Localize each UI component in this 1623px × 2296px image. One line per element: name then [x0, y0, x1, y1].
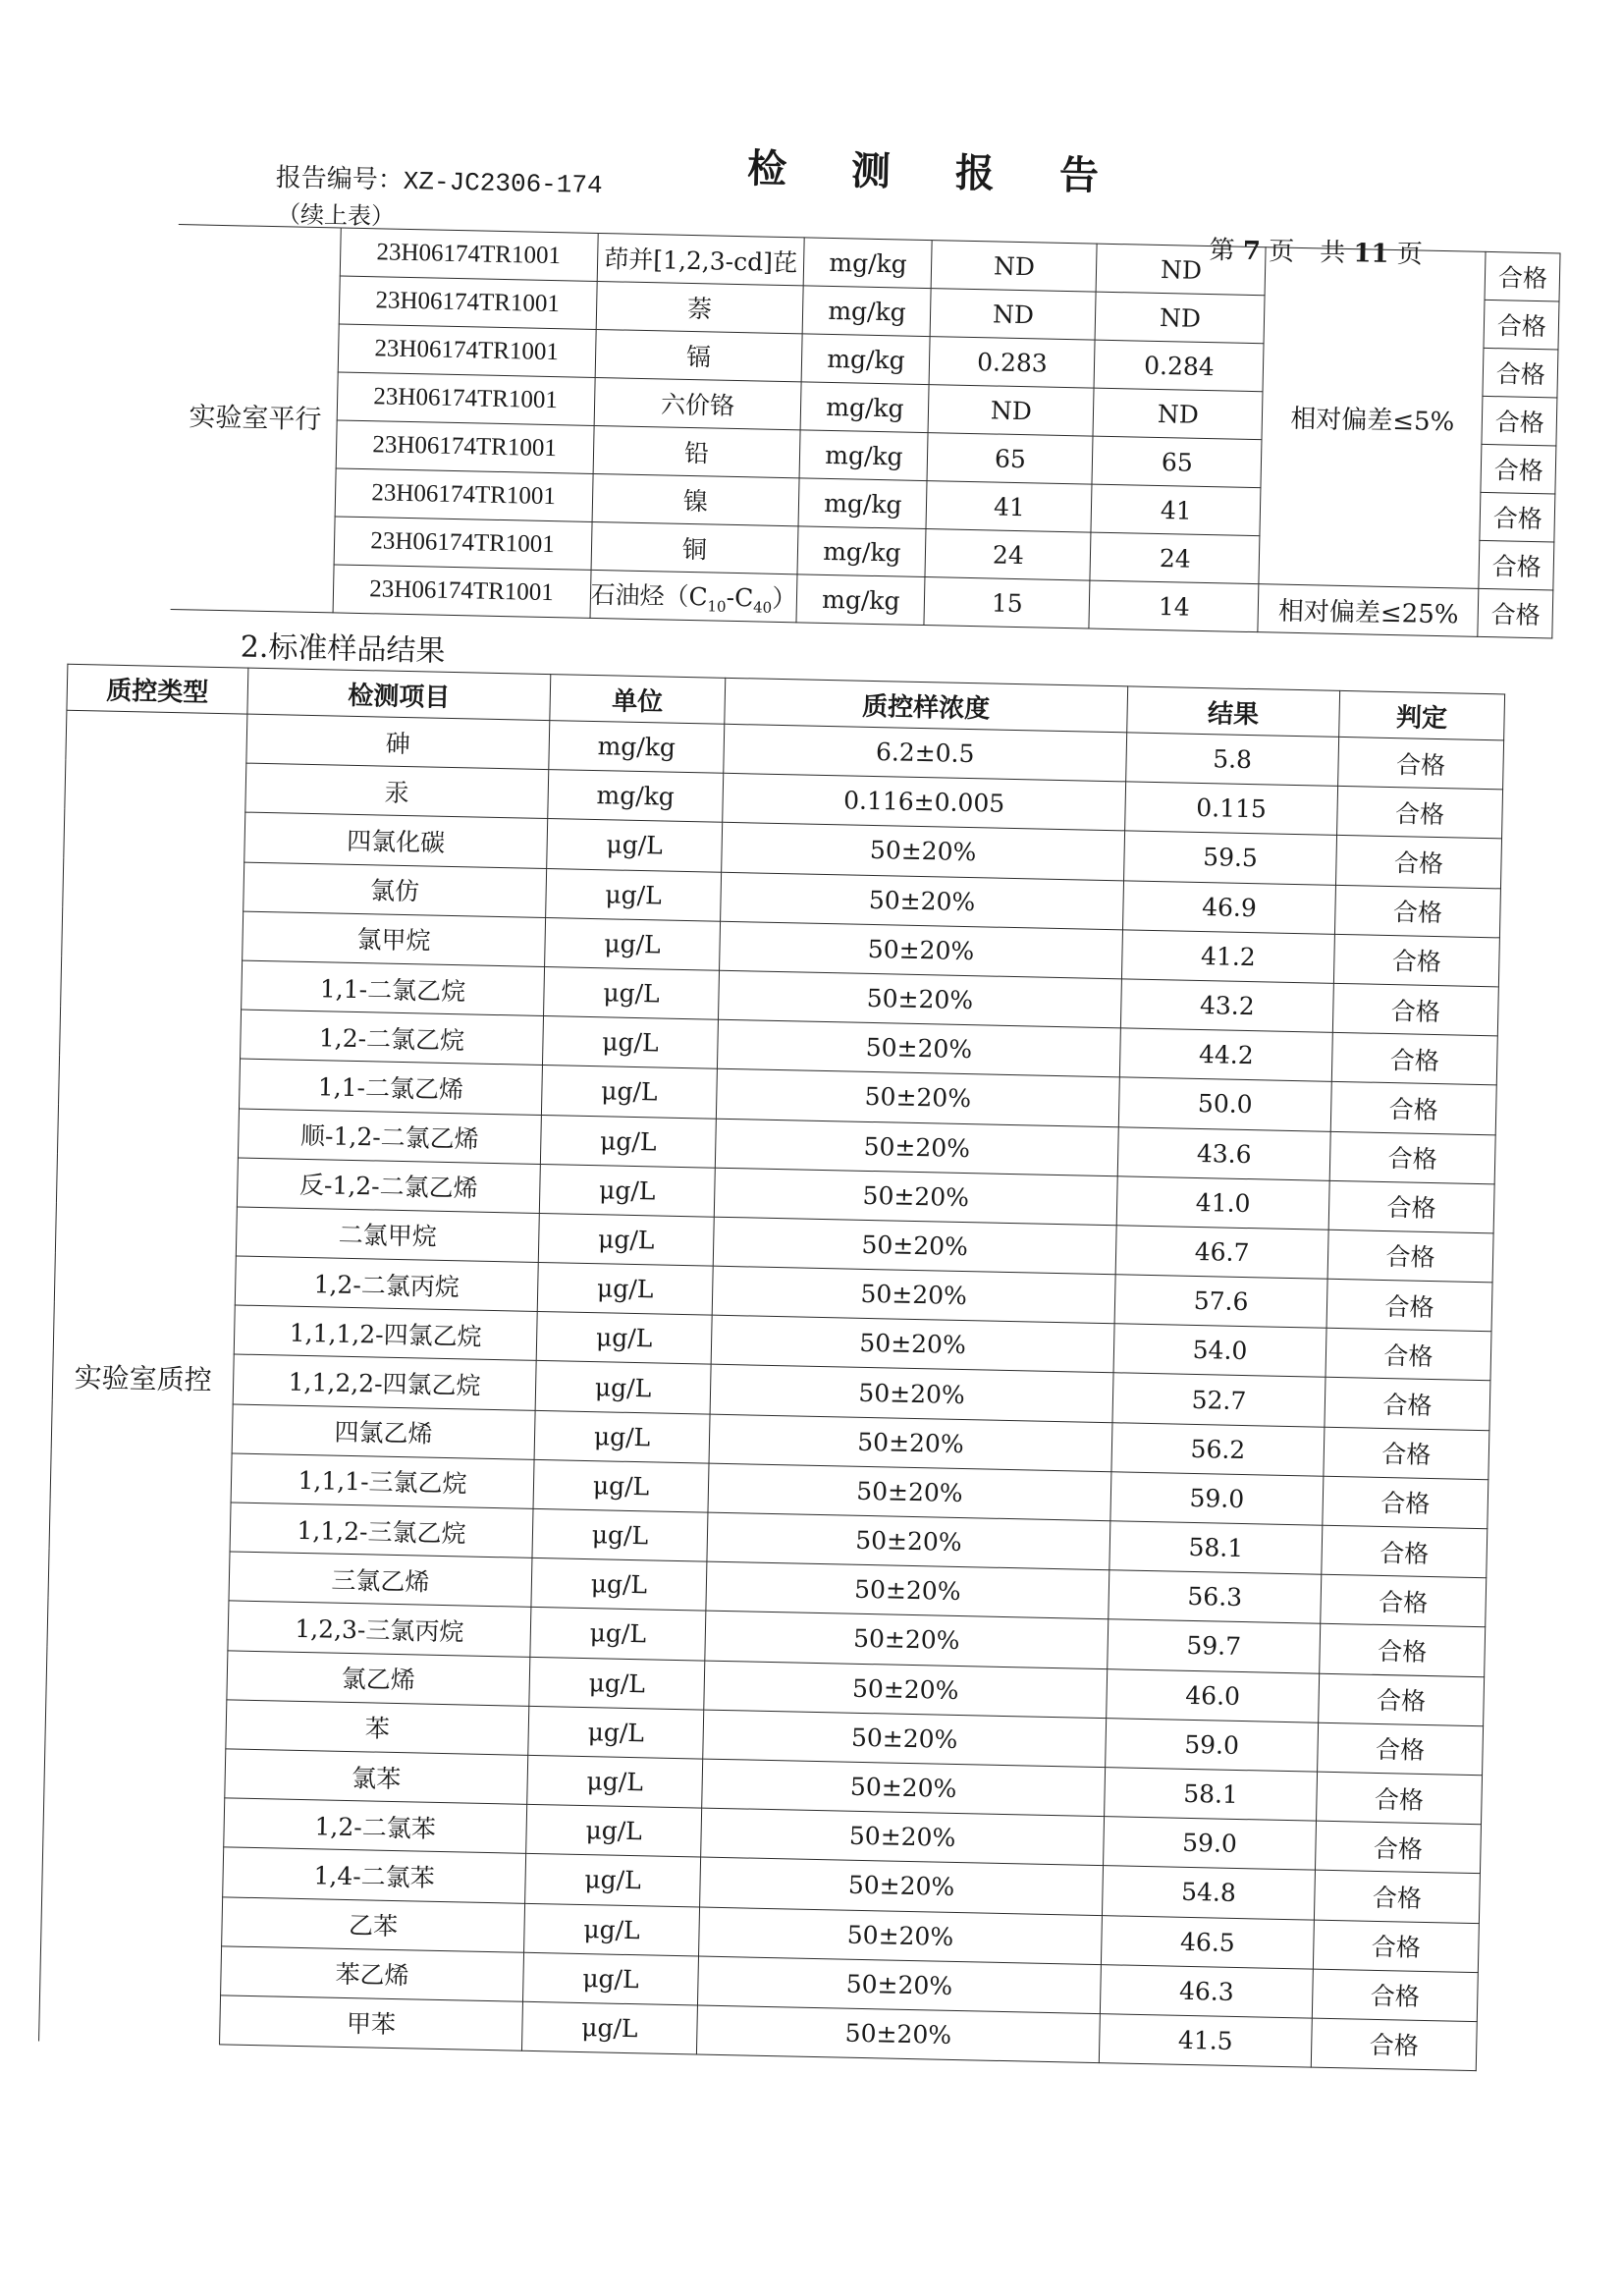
- standard-table: [38, 664, 1505, 2071]
- standard-result: 52.7: [1112, 1373, 1325, 1427]
- standard-unit: μg/L: [534, 1410, 710, 1463]
- standard-verdict: 合格: [1330, 1082, 1496, 1135]
- standard-concentration: 50±20%: [707, 1512, 1110, 1570]
- report-title: 检 测 报 告: [746, 145, 1125, 200]
- parallel-value-1: 41: [926, 481, 1092, 533]
- standard-result: 41.0: [1116, 1175, 1329, 1230]
- standard-concentration: 50±20%: [706, 1561, 1109, 1619]
- report-number-value: XZ-JC2306-174: [403, 166, 603, 201]
- parallel-value-2: 0.284: [1094, 340, 1264, 392]
- parallel-item: 铜: [591, 521, 799, 574]
- standard-item: 甲苯: [220, 1995, 523, 2051]
- header-item: 检测项目: [247, 668, 551, 720]
- standard-verdict: 合格: [1338, 737, 1504, 790]
- parallel-item: [590, 570, 798, 622]
- standard-verdict: 合格: [1317, 1772, 1483, 1825]
- parallel-unit: mg/kg: [798, 478, 927, 529]
- standard-result: 46.7: [1115, 1226, 1328, 1280]
- standard-result: 59.0: [1110, 1472, 1324, 1526]
- header-unit: 单位: [550, 675, 726, 725]
- parallel-value-1: 0.283: [929, 337, 1095, 389]
- parallel-value-2: ND: [1093, 388, 1263, 440]
- standard-item: 反-1,2-二氯乙烯: [237, 1158, 540, 1214]
- standard-unit: μg/L: [540, 1115, 716, 1168]
- standard-result: 46.3: [1100, 1964, 1313, 2018]
- standard-result: 46.5: [1101, 1915, 1314, 1969]
- standard-unit: μg/L: [527, 1755, 703, 1808]
- parallel-value-2: ND: [1095, 292, 1265, 344]
- parallel-verdict: 合格: [1485, 251, 1560, 301]
- standard-concentration: 50±20%: [699, 1907, 1103, 1965]
- parallel-unit: mg/kg: [796, 574, 925, 626]
- standard-result: 59.7: [1108, 1619, 1321, 1673]
- standard-verdict: 合格: [1337, 787, 1503, 840]
- standard-item: 四氯乙烯: [232, 1404, 535, 1460]
- standard-item: 氯仿: [243, 862, 547, 918]
- parallel-group-label: 实验室平行: [171, 225, 341, 613]
- standard-unit: μg/L: [544, 966, 720, 1019]
- standard-verdict: 合格: [1325, 1329, 1491, 1382]
- standard-unit: μg/L: [530, 1608, 706, 1661]
- standard-item: 1,1-二氯乙烯: [239, 1059, 542, 1115]
- standard-result: 46.9: [1122, 880, 1335, 934]
- standard-verdict: 合格: [1326, 1279, 1492, 1332]
- standard-result: 44.2: [1119, 1028, 1332, 1082]
- standard-unit: μg/L: [531, 1558, 707, 1612]
- parallel-value-2: 41: [1091, 484, 1261, 536]
- standard-item: 顺-1,2-二氯乙烯: [238, 1109, 541, 1165]
- standard-result: 58.1: [1105, 1768, 1318, 1822]
- standard-result: 43.2: [1120, 979, 1333, 1033]
- standard-item: 1,2-二氯乙烷: [241, 1010, 544, 1066]
- standard-unit: μg/L: [541, 1066, 717, 1119]
- standard-concentration: 50±20%: [713, 1217, 1116, 1275]
- standard-result: 59.0: [1106, 1718, 1319, 1772]
- standard-verdict: 合格: [1335, 836, 1501, 889]
- standard-concentration: 50±20%: [697, 1956, 1101, 2014]
- parallel-value-1: 65: [927, 433, 1093, 485]
- parallel-unit: mg/kg: [803, 286, 932, 337]
- parallel-unit: mg/kg: [804, 238, 933, 289]
- standard-unit: μg/L: [526, 1804, 702, 1857]
- parallel-unit: mg/kg: [802, 334, 931, 385]
- standard-item: 氯苯: [225, 1749, 528, 1805]
- standard-verdict: 合格: [1322, 1525, 1488, 1578]
- report-number-label: 报告编号：: [275, 163, 405, 195]
- standard-concentration: 50±20%: [722, 823, 1125, 881]
- parallel-item: 萘: [596, 281, 804, 333]
- standard-verdict: 合格: [1325, 1378, 1490, 1431]
- standard-unit: μg/L: [539, 1164, 715, 1217]
- standard-concentration: 50±20%: [710, 1365, 1113, 1423]
- parallel-value-1: ND: [932, 241, 1098, 293]
- standard-concentration: 50±20%: [721, 872, 1124, 930]
- parallel-item-part: -C: [726, 582, 754, 613]
- standard-verdict: 合格: [1331, 1032, 1497, 1085]
- parallel-value-2: 24: [1090, 532, 1260, 584]
- page-total: 11: [1353, 239, 1389, 269]
- standard-item: 乙苯: [222, 1896, 525, 1952]
- parallel-sample-code: 23H06174TR1001: [335, 468, 593, 521]
- parallel-verdict: 合格: [1479, 540, 1554, 590]
- parallel-criteria-1: [1259, 247, 1486, 589]
- standard-item: 1,1,2-三氯乙烷: [230, 1503, 533, 1558]
- standard-result: 5.8: [1126, 733, 1339, 787]
- standard-result: 54.8: [1102, 1866, 1315, 1920]
- standard-concentration: 50±20%: [704, 1661, 1108, 1719]
- qc-type-cell: 实验室质控: [39, 710, 247, 2045]
- parallel-verdict: 合格: [1480, 492, 1555, 542]
- standard-concentration: 50±20%: [714, 1168, 1117, 1226]
- standard-unit: μg/L: [538, 1213, 714, 1266]
- standard-unit: μg/L: [528, 1706, 704, 1759]
- header-result: 结果: [1127, 686, 1340, 738]
- standard-verdict: 合格: [1334, 885, 1500, 938]
- parallel-sample-code: 23H06174TR1001: [336, 420, 594, 473]
- page-current: 7: [1242, 236, 1262, 267]
- standard-unit: μg/L: [532, 1508, 708, 1561]
- parallel-verdict: 合格: [1481, 444, 1556, 494]
- standard-concentration: 0.116±0.005: [723, 773, 1126, 831]
- standard-result: 58.1: [1109, 1521, 1323, 1575]
- standard-item: 苯乙烯: [221, 1946, 524, 2002]
- standard-concentration: 50±20%: [702, 1759, 1106, 1817]
- standard-verdict: 合格: [1312, 1969, 1478, 2022]
- header-verdict: 判定: [1339, 690, 1505, 740]
- parallel-item: 茚并[1,2,3-cd]芘: [597, 233, 805, 285]
- parallel-value-2: 65: [1092, 436, 1262, 488]
- section-title-standard: 2.标准样品结果: [236, 622, 449, 670]
- parallel-item: 铅: [593, 425, 801, 477]
- parallel-value-1: ND: [931, 289, 1097, 341]
- parallel-item-part: 10: [707, 597, 727, 616]
- parallel-sample-code: 23H06174TR1001: [334, 517, 592, 570]
- standard-verdict: 合格: [1333, 934, 1499, 987]
- continued-note: （续上表）: [276, 200, 396, 231]
- parallel-verdict: 合格: [1482, 396, 1557, 446]
- standard-unit: μg/L: [533, 1459, 709, 1512]
- standard-verdict: 合格: [1313, 1920, 1479, 1973]
- standard-verdict: 合格: [1328, 1180, 1494, 1233]
- standard-concentration: 6.2±0.5: [724, 724, 1127, 782]
- standard-verdict: 合格: [1319, 1673, 1485, 1726]
- standard-verdict: 合格: [1323, 1476, 1488, 1529]
- parallel-unit: mg/kg: [800, 382, 929, 433]
- parallel-value-1: ND: [928, 385, 1094, 437]
- standard-verdict: 合格: [1314, 1870, 1480, 1923]
- standard-verdict: 合格: [1332, 983, 1498, 1036]
- parallel-criteria-text: 相对偏差≤5%: [1290, 404, 1455, 437]
- parallel-item-part: 石油烃（C: [590, 579, 708, 612]
- standard-result: 43.6: [1117, 1126, 1330, 1180]
- standard-concentration: 50±20%: [700, 1857, 1104, 1915]
- standard-item: 氯甲烷: [243, 911, 546, 967]
- standard-item: 1,1,2,2-四氯乙烷: [233, 1354, 536, 1410]
- standard-concentration: 50±20%: [715, 1119, 1118, 1176]
- parallel-item: 镍: [592, 473, 800, 525]
- report-number: [276, 157, 604, 200]
- page-number: 第 7 页 共 11 页: [1209, 236, 1424, 270]
- header-concentration: 质控样浓度: [725, 678, 1128, 733]
- standard-verdict: 合格: [1329, 1131, 1495, 1184]
- standard-unit: mg/kg: [549, 721, 725, 774]
- parallel-sample-code: 23H06174TR1001: [338, 324, 596, 377]
- standard-result: 56.3: [1109, 1570, 1322, 1624]
- standard-unit: mg/kg: [548, 770, 724, 823]
- standard-item: 1,1,1-三氯乙烷: [231, 1453, 534, 1509]
- standard-verdict: 合格: [1320, 1624, 1486, 1677]
- standard-concentration: 50±20%: [720, 921, 1123, 979]
- standard-item: 1,4-二氯苯: [223, 1847, 526, 1903]
- standard-result: 54.0: [1113, 1324, 1326, 1378]
- standard-unit: μg/L: [521, 2001, 697, 2054]
- standard-unit: μg/L: [523, 1952, 699, 2005]
- standard-item: 砷: [246, 714, 550, 770]
- standard-concentration: 50±20%: [701, 1808, 1105, 1866]
- standard-concentration: 50±20%: [709, 1414, 1112, 1472]
- standard-verdict: 合格: [1318, 1722, 1484, 1776]
- parallel-criteria-2: 相对偏差≤25%: [1258, 584, 1479, 637]
- standard-item: 四氯化碳: [244, 812, 548, 868]
- standard-result: 0.115: [1125, 782, 1338, 836]
- parallel-verdict: 合格: [1478, 588, 1553, 638]
- standard-unit: μg/L: [525, 1854, 701, 1907]
- standard-item: 1,1,1,2-四氯乙烷: [234, 1305, 537, 1361]
- parallel-unit: mg/kg: [799, 430, 928, 481]
- standard-verdict: 合格: [1321, 1574, 1487, 1627]
- parallel-value-2: 14: [1089, 580, 1259, 632]
- standard-verdict: 合格: [1327, 1230, 1493, 1283]
- header-qc-type: 质控类型: [67, 664, 248, 714]
- standard-unit: μg/L: [546, 868, 722, 921]
- standard-unit: μg/L: [536, 1312, 712, 1365]
- standard-concentration: 50±20%: [696, 2005, 1100, 2063]
- standard-item: 氯乙烯: [227, 1650, 530, 1706]
- standard-unit: μg/L: [535, 1361, 711, 1414]
- standard-concentration: 50±20%: [708, 1463, 1111, 1521]
- parallel-sample-code: 23H06174TR1001: [337, 372, 595, 425]
- standard-concentration: 50±20%: [716, 1069, 1119, 1127]
- parallel-item-part: ）: [772, 583, 797, 614]
- parallel-value-1: 24: [925, 529, 1091, 581]
- standard-concentration: 50±20%: [705, 1611, 1109, 1668]
- parallel-unit: mg/kg: [797, 526, 926, 577]
- parallel-sample-code: 23H06174TR1001: [340, 228, 598, 281]
- parallel-table: [171, 224, 1561, 638]
- standard-item: 汞: [245, 763, 549, 819]
- standard-verdict: 合格: [1311, 2018, 1477, 2071]
- standard-result: 50.0: [1118, 1077, 1331, 1131]
- standard-concentration: 50±20%: [703, 1710, 1107, 1768]
- standard-verdict: 合格: [1315, 1821, 1481, 1874]
- standard-item: 1,2,3-三氯丙烷: [228, 1601, 531, 1657]
- standard-item: 1,2-二氯丙烷: [235, 1256, 538, 1312]
- standard-unit: μg/L: [529, 1657, 705, 1710]
- standard-result: 56.2: [1111, 1422, 1325, 1476]
- standard-result: 59.5: [1124, 831, 1337, 885]
- standard-verdict: 合格: [1324, 1427, 1489, 1480]
- standard-result: 46.0: [1107, 1668, 1320, 1722]
- standard-item: 二氯甲烷: [236, 1207, 539, 1263]
- parallel-sample-code: 23H06174TR1001: [333, 565, 591, 618]
- standard-concentration: 50±20%: [717, 1019, 1120, 1077]
- standard-item: 三氯乙烯: [229, 1552, 532, 1608]
- parallel-verdict: 合格: [1483, 348, 1558, 398]
- standard-item: 1,1-二氯乙烷: [242, 960, 545, 1016]
- parallel-item: 镉: [595, 329, 803, 381]
- standard-unit: μg/L: [547, 819, 723, 872]
- standard-item: 苯: [226, 1700, 529, 1756]
- standard-unit: μg/L: [545, 917, 721, 970]
- standard-result: 57.6: [1114, 1275, 1327, 1329]
- parallel-sample-code: 23H06174TR1001: [339, 276, 597, 329]
- standard-concentration: 50±20%: [711, 1315, 1114, 1373]
- standard-unit: μg/L: [542, 1016, 718, 1069]
- parallel-value-2: ND: [1097, 244, 1267, 296]
- parallel-verdict: 合格: [1484, 300, 1559, 350]
- parallel-value-1: 15: [924, 577, 1090, 629]
- standard-unit: μg/L: [524, 1903, 700, 1956]
- standard-concentration: 50±20%: [718, 970, 1121, 1028]
- standard-concentration: 50±20%: [712, 1266, 1115, 1324]
- standard-result: 41.5: [1099, 2013, 1312, 2067]
- standard-result: 41.2: [1121, 930, 1334, 984]
- standard-unit: μg/L: [537, 1263, 713, 1316]
- standard-result: 59.0: [1104, 1817, 1317, 1871]
- parallel-item: 六价铬: [594, 377, 802, 429]
- parallel-item-part: 40: [752, 598, 773, 617]
- standard-item: 1,2-二氯苯: [224, 1798, 527, 1854]
